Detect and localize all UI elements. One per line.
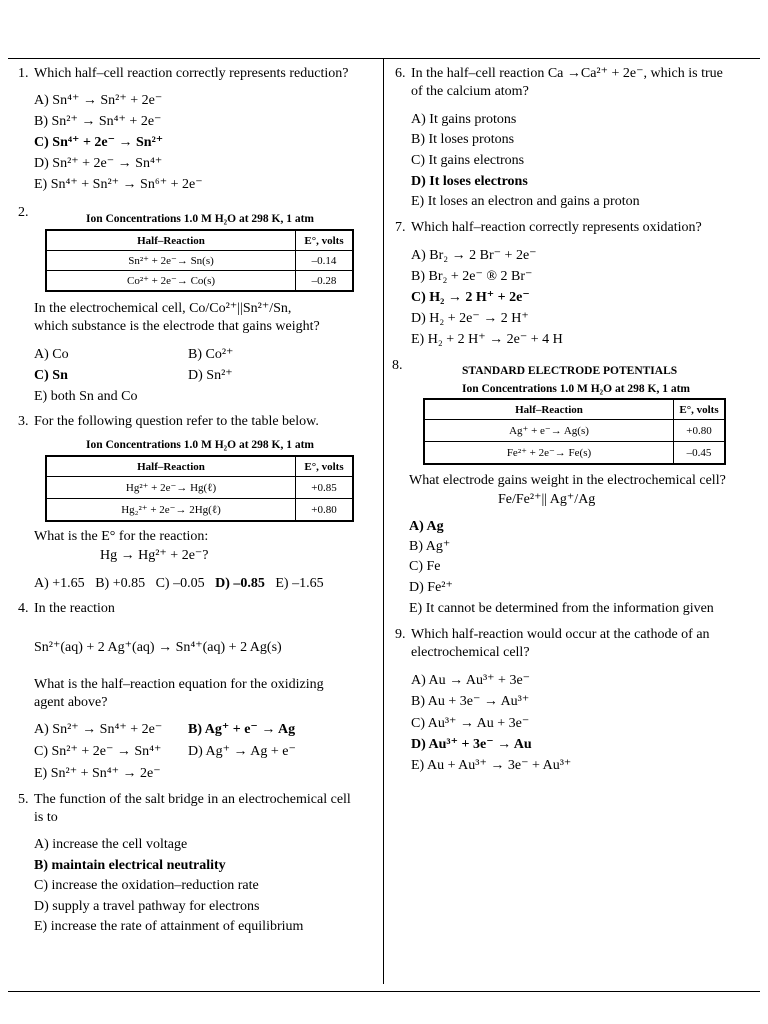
option-c[interactable]: C) Sn⁴⁺ + 2e⁻ → Sn²⁺	[34, 135, 164, 150]
question-text: Which half–cell reaction correctly represents reduction?	[34, 66, 349, 81]
option-c[interactable]: C) increase the oxidation–reduction rate	[34, 878, 259, 893]
option-b[interactable]: B) Br₂ + 2e⁻ ® 2 Br⁻	[411, 269, 533, 284]
question-text-2: is to	[34, 810, 58, 825]
option-b[interactable]: B) Sn²⁺ → Sn⁴⁺ + 2e⁻	[34, 114, 162, 129]
option-e[interactable]: E) Sn²⁺ + Sn⁴⁺ → 2e⁻	[34, 766, 161, 781]
reaction-cell: Hg₂²⁺ + 2e⁻→ 2Hg(ℓ)	[46, 499, 296, 522]
option-a[interactable]: A) Au → Au³⁺ + 3e⁻	[411, 673, 531, 688]
option-d[interactable]: D) It loses electrons	[411, 174, 528, 189]
option-e[interactable]: E) Au + Au³⁺ → 3e⁻ + Au³⁺	[411, 758, 572, 773]
column-header-volts: E°, volts	[674, 399, 726, 420]
question-text-2: which substance is the electrode that gains weight?	[34, 319, 320, 334]
question-text-2: of the calcium atom?	[411, 84, 529, 99]
option-b[interactable]: B) Ag⁺ + e⁻ → Ag	[188, 722, 296, 737]
option-a[interactable]: A) Ag	[409, 519, 444, 534]
option-c[interactable]: C) Au³⁺ → Au + 3e⁻	[411, 716, 530, 731]
table-row	[424, 420, 725, 442]
top-rule	[8, 58, 760, 59]
question-text: Which half-reaction would occur at the cathode of an	[411, 627, 710, 642]
option-e[interactable]: E) –1.65	[275, 576, 324, 591]
table-row	[46, 251, 353, 271]
question-prompt: What is the half–reaction equation for the oxidizing	[34, 677, 324, 692]
question-number: 7.	[395, 220, 406, 235]
volts-cell: –0.14	[296, 251, 354, 271]
question-text: In the half–cell reaction Ca →Ca²⁺ + 2e⁻, which is true	[411, 66, 723, 81]
question-text: What electrode gains weight in the electrochemical cell?	[409, 473, 726, 488]
column-header-volts: E°, volts	[296, 456, 354, 477]
option-b[interactable]: B) It loses protons	[411, 132, 515, 147]
column-header-reaction: Half–Reaction	[46, 230, 296, 251]
question-number: 4.	[18, 601, 29, 616]
reaction-equation: Sn²⁺(aq) + 2 Ag⁺(aq) → Sn⁴⁺(aq) + 2 Ag(s)	[34, 640, 282, 655]
question-number: 5.	[18, 792, 29, 807]
column-divider	[383, 58, 384, 984]
option-d[interactable]: D) Sn²⁺	[188, 368, 233, 383]
option-c[interactable]: C) –0.05	[155, 576, 205, 591]
question-text: In the electrochemical cell, Co/Co²⁺||Sn²⁺/Sn,	[34, 301, 292, 316]
reaction-cell: Co²⁺ + 2e⁻→ Co(s)	[46, 271, 296, 292]
option-e[interactable]: E) It cannot be determined from the information given	[409, 601, 714, 616]
option-d[interactable]: D) Au³⁺ + 3e⁻ → Au	[411, 737, 532, 752]
column-header-volts: E°, volts	[296, 230, 354, 251]
question-text: In the reaction	[34, 601, 115, 616]
volts-cell: –0.28	[296, 271, 354, 292]
option-d[interactable]: D) –0.85	[215, 576, 265, 591]
reaction-equation: Hg → Hg²⁺ + 2e⁻?	[100, 548, 209, 563]
reaction-cell: Ag⁺ + e⁻→ Ag(s)	[424, 420, 674, 442]
table-caption: Ion Concentrations 1.0 M H₂O at 298 K, 1 atm	[462, 383, 691, 395]
option-c[interactable]: C) H₂ → 2 H⁺ + 2e⁻	[411, 290, 530, 305]
option-c[interactable]: C) Sn	[34, 368, 68, 383]
option-a[interactable]: A) Sn⁴⁺ → Sn²⁺ + 2e⁻	[34, 93, 163, 108]
option-e[interactable]: E) increase the rate of attainment of equilibrium	[34, 919, 304, 934]
reaction-cell: Fe²⁺ + 2e⁻→ Fe(s)	[424, 442, 674, 465]
reaction-cell: Sn²⁺ + 2e⁻→ Sn(s)	[46, 251, 296, 271]
table-row	[46, 271, 353, 292]
table-caption: Ion Concentrations 1.0 M H₂O at 298 K, 1 atm	[86, 213, 315, 225]
option-c[interactable]: C) Sn²⁺ + 2e⁻ → Sn⁴⁺	[34, 744, 162, 759]
question-number: 6.	[395, 66, 406, 81]
option-e[interactable]: E) Sn⁴⁺ + Sn²⁺ → Sn⁶⁺ + 2e⁻	[34, 177, 203, 192]
option-c[interactable]: C) It gains electrons	[411, 153, 525, 168]
question-prompt-2: agent above?	[34, 695, 108, 710]
option-b[interactable]: B) Ag⁺	[409, 539, 451, 554]
option-d[interactable]: D) Fe²⁺	[409, 580, 453, 595]
option-e[interactable]: E) both Sn and Co	[34, 389, 138, 404]
option-b[interactable]: B) Au + 3e⁻ → Au³⁺	[411, 694, 530, 709]
option-d[interactable]: D) Sn²⁺ + 2e⁻ → Sn⁴⁺	[34, 156, 163, 171]
option-b[interactable]: B) maintain electrical neutrality	[34, 858, 226, 873]
reaction-cell: Hg²⁺ + 2e⁻→ Hg(ℓ)	[46, 477, 296, 499]
half-reaction-table	[45, 455, 354, 522]
question-number: 3.	[18, 414, 29, 429]
table-row	[46, 499, 353, 522]
option-d[interactable]: D) H₂ + 2e⁻ → 2 H⁺	[411, 311, 529, 326]
question-text: For the following question refer to the table below.	[34, 414, 319, 429]
table-title: STANDARD ELECTRODE POTENTIALS	[462, 365, 678, 377]
option-a[interactable]: A) Co	[34, 347, 69, 362]
cell-notation: Fe/Fe²⁺|| Ag⁺/Ag	[498, 492, 596, 507]
option-c[interactable]: C) Fe	[409, 559, 441, 574]
options-row	[34, 575, 324, 593]
option-e[interactable]: E) H₂ + 2 H⁺ → 2e⁻ + 4 H	[411, 332, 563, 347]
question-number: 9.	[395, 627, 406, 642]
volts-cell: –0.45	[674, 442, 726, 465]
volts-cell: +0.80	[296, 499, 354, 522]
option-a[interactable]: A) It gains protons	[411, 112, 517, 127]
question-text: The function of the salt bridge in an electrochemical cell	[34, 792, 351, 807]
question-number: 2.	[18, 205, 29, 220]
option-a[interactable]: A) +1.65	[34, 576, 85, 591]
half-reaction-table	[45, 229, 354, 292]
question-number: 1.	[18, 66, 29, 81]
option-a[interactable]: A) Sn²⁺ → Sn⁴⁺ + 2e⁻	[34, 722, 163, 737]
volts-cell: +0.80	[674, 420, 726, 442]
option-d[interactable]: D) Ag⁺ → Ag + e⁻	[188, 744, 296, 759]
table-row	[46, 477, 353, 499]
volts-cell: +0.85	[296, 477, 354, 499]
standard-potentials-table	[423, 398, 726, 465]
option-b[interactable]: B) +0.85	[95, 576, 146, 591]
table-row	[424, 442, 725, 465]
question-number: 8.	[392, 358, 403, 373]
column-header-reaction: Half–Reaction	[424, 399, 674, 420]
option-b[interactable]: B) Co²⁺	[188, 347, 234, 362]
question-text: Which half–reaction correctly represents oxidation?	[411, 220, 702, 235]
option-e[interactable]: E) It loses an electron and gains a proton	[411, 194, 640, 209]
column-header-reaction: Half–Reaction	[46, 456, 296, 477]
question-text-2: What is the E° for the reaction:	[34, 529, 209, 544]
option-a[interactable]: A) Br₂ → 2 Br⁻ + 2e⁻	[411, 248, 537, 263]
option-d[interactable]: D) supply a travel pathway for electrons	[34, 899, 260, 914]
option-a[interactable]: A) increase the cell voltage	[34, 837, 188, 852]
bottom-rule	[8, 991, 760, 992]
table-caption: Ion Concentrations 1.0 M H₂O at 298 K, 1 atm	[86, 439, 315, 451]
question-text-2: electrochemical cell?	[411, 645, 530, 660]
